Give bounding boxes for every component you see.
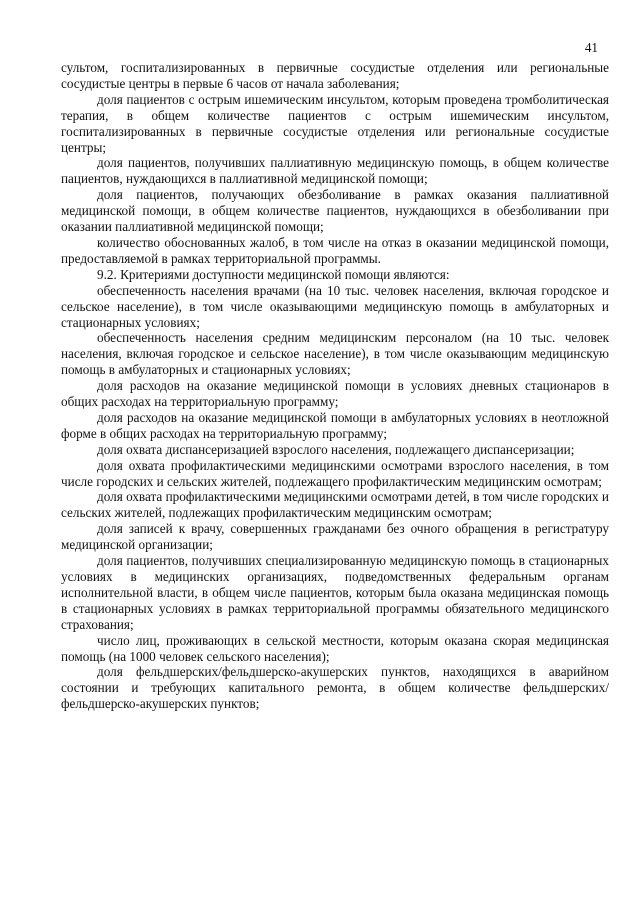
paragraph: доля охвата диспансеризацией взрослого населения, подлежащего диспансеризации; — [97, 441, 575, 457]
paragraph: доля расходов на оказание медицинской помощи в амбулаторных условиях в неотложной форме в общих расходах на территориальную программу; — [61, 409, 609, 441]
paragraph: обеспеченность населения средним медицинским персоналом (на 10 тыс. человек населения, включая городское и сельское население), в том числе оказывающим медицинскую помощь в амбулаторных и стационарных условиях; — [61, 330, 609, 378]
paragraph: доля фельдшерских/фельдшерско-акушерских пунктов, находящихся в аварийном состоянии и требующих капитального ремонта, в общем количестве фельдшерских/фельдшерско-акушерских пунктов; — [61, 664, 609, 712]
paragraph: количество обоснованных жалоб, в том числе на отказ в оказании медицинской помощи, предоставляемой в рамках территориальной программы. — [61, 234, 609, 266]
paragraph-continuation: сультом, госпитализированных в первичные сосудистые отделения или региональные сосудистые центры в первые 6 часов от начала заболевания; — [61, 60, 609, 91]
paragraph: доля пациентов, получивших специализированную медицинскую помощь в стационарных условиях в медицинских организациях, подведомственных федеральным органам исполнительной власти, в общем числе пациентов, которым была оказана медицинская помощь в стационарных условиях в рамках территориальной программы обязательного медицинского страхования; — [61, 553, 609, 632]
paragraph: доля записей к врачу, совершенных гражданами без очного обращения в регистратуру медицинской организации; — [61, 521, 609, 553]
paragraph: число лиц, проживающих в сельской местности, которым оказана скорая медицинская помощь (на 1000 человек сельского населения); — [61, 632, 609, 664]
paragraph: доля расходов на оказание медицинской помощи в условиях дневных стационаров в общих расходах на территориальную программу; — [61, 378, 609, 410]
document-body — [61, 60, 609, 712]
paragraph: доля пациентов с острым ишемическим инсультом, которым проведена тромболитическая терапия, в общем количестве пациентов с острым ишемическим инсультом, госпитализированных в первичные сосудистые отделения или региональные сосудистые центры; — [61, 91, 609, 155]
page-number: 41 — [584, 40, 598, 55]
section-heading: 9.2. Критериями доступности медицинской помощи являются: — [97, 266, 450, 282]
paragraph: доля охвата профилактическими медицинскими осмотрами детей, в том числе городских и сельских жителей, подлежащих профилактическим медицинским осмотрам; — [61, 489, 609, 521]
paragraph: доля охвата профилактическими медицинскими осмотрами взрослого населения, в том числе городских и сельских жителей, подлежащего профилактическим медицинским осмотрам; — [61, 457, 609, 489]
paragraph: доля пациентов, получивших паллиативную медицинскую помощь, в общем количестве пациентов, нуждающихся в паллиативной медицинской помощи; — [61, 155, 609, 187]
paragraph: доля пациентов, получающих обезболивание в рамках оказания паллиативной медицинской помощи, в общем количестве пациентов, нуждающихся в обезболивании при оказании паллиативной медицинской помощи; — [61, 187, 609, 235]
paragraph: обеспеченность населения врачами (на 10 тыс. человек населения, включая городское и сельское население), в том числе оказывающими медицинскую помощь в амбулаторных и стационарных условиях; — [61, 282, 609, 330]
